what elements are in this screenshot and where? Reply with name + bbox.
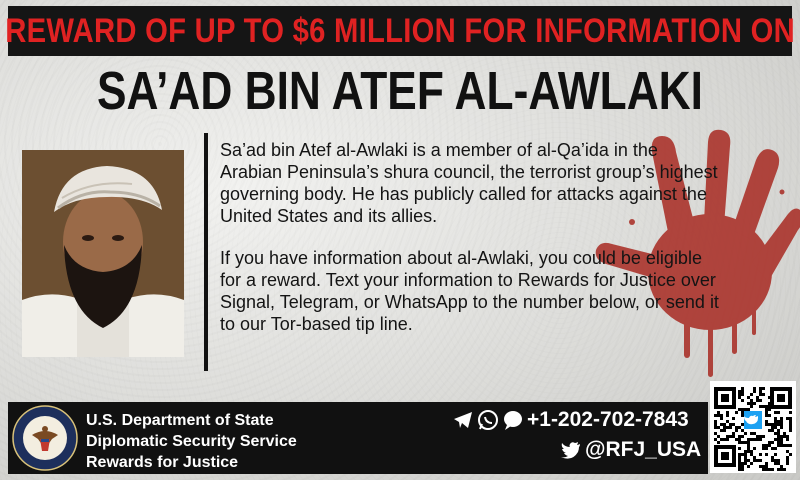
wanted-name: SA’AD BIN ATEF AL-AWLAKI: [97, 61, 703, 121]
telegram-icon: [452, 409, 474, 431]
org-line-rfj: Rewards for Justice: [86, 454, 239, 471]
twitter-icon: [560, 439, 582, 461]
bio-paragraph-2: If you have information about al-Awlaki, you could be eligible for a reward. Text your information to Rewards for Justice over Signal, Telegram, or WhatsApp to the number below, or send it to our Tor-based tip line.: [220, 248, 719, 334]
org-line-state: U.S. Department of State: [86, 412, 274, 429]
signal-icon: [502, 409, 524, 431]
twitter-handle: @RFJ_USA: [585, 438, 702, 461]
state-department-seal-icon: [12, 405, 78, 471]
org-line-dss: Diplomatic Security Service: [86, 433, 297, 450]
phone-row: [452, 408, 689, 432]
bio-text: [220, 139, 720, 355]
whatsapp-icon: [477, 409, 499, 431]
twitter-row: [560, 438, 701, 462]
bio-paragraph-1: Sa’ad bin Atef al-Awlaki is a member of al-Qa’ida in the Arabian Peninsula’s shura council, the terrorist group’s highest governing body. He has publicly called for attacks against the United States and its allies.: [220, 140, 718, 226]
organization-block: [86, 410, 297, 473]
text-divider: [204, 133, 208, 371]
qr-code[interactable]: [710, 381, 796, 473]
reward-banner-text: REWARD OF UP TO $6 MILLION FOR INFORMATION ON: [5, 11, 795, 50]
suspect-photo: [22, 150, 184, 357]
phone-number: +1-202-702-7843: [527, 408, 689, 431]
reward-banner: [5, 6, 795, 56]
